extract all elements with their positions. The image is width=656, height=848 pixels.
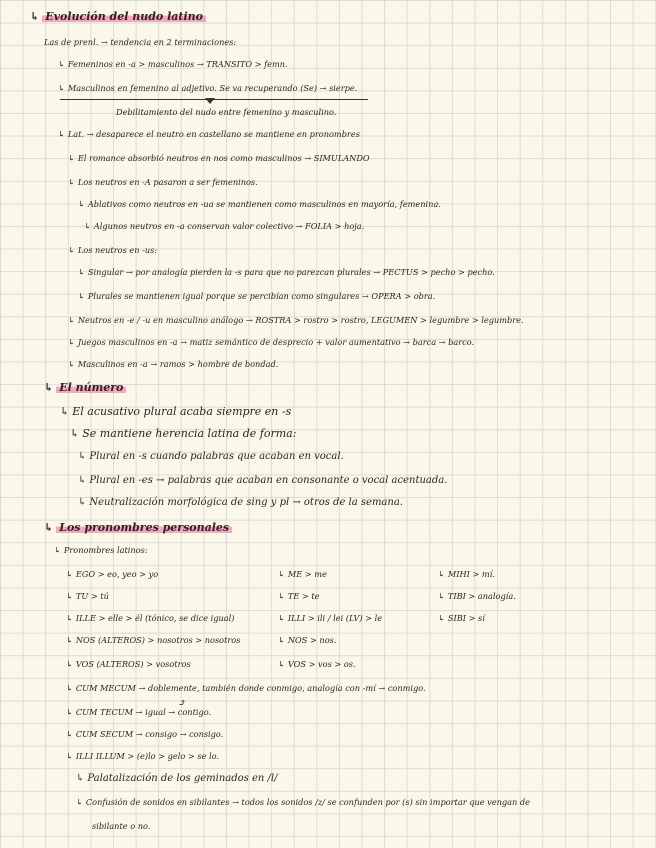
- arrow-icon: ↳: [278, 613, 285, 623]
- arrow-icon: ↳: [58, 83, 65, 93]
- arrow-icon: ↳: [78, 475, 87, 486]
- arrow-icon: ↳: [278, 659, 285, 669]
- pronoun-entry: ↳ VOS (ALTEROS) > vosotros: [66, 659, 191, 669]
- arrow-icon: ↳: [68, 315, 75, 325]
- heading-numero: [44, 382, 126, 393]
- arrow-icon: ↳: [68, 153, 75, 163]
- note-line: ↳ Femeninos en -a > masculinos → TRANSITO > femn.: [58, 59, 288, 69]
- arrow-icon: ↳: [68, 359, 75, 369]
- pronoun-entry: ↳ TE > te: [278, 591, 320, 601]
- arrow-icon: ↳: [78, 267, 85, 277]
- arrow-icon: ↳: [278, 635, 285, 645]
- note-line: ↳ CUM SECUM → consigo → consigo.: [66, 729, 224, 739]
- pronoun-entry: ↳ EGO > eo, yeo > yo: [66, 569, 159, 579]
- arrow-icon: ↳: [66, 613, 73, 623]
- pronoun-entry: ↳ MIHI > mí.: [438, 569, 495, 579]
- arrow-icon: ↳: [66, 569, 73, 579]
- arrow-icon: ↳: [84, 221, 91, 231]
- arrow-icon: ↳: [438, 591, 445, 601]
- arrow-icon: ↳: [70, 427, 80, 440]
- arrow-icon: ↳: [438, 613, 445, 623]
- arrow-icon: ↳: [44, 521, 54, 534]
- highlight: Los pronombres personales: [56, 521, 232, 534]
- pronoun-entry: ↳ TIBI > analogía.: [438, 591, 516, 601]
- note-line: ↳ El romance absorbió neutros en nos como masculinos → SIMULANDO: [68, 153, 370, 163]
- arrow-icon: ↳: [68, 337, 75, 347]
- pronoun-entry: ↳ VOS > vos > os.: [278, 659, 356, 669]
- heading-pronombres: [44, 522, 232, 533]
- brace-tip: [205, 98, 215, 104]
- arrow-icon: ↳: [78, 451, 87, 462]
- pronoun-entry: ↳ ILLE > elle > él (tónico, se dice igual): [66, 613, 235, 623]
- note-line: ↳ Lat. → desaparece el neutro en castellano se mantiene en pronombres: [58, 129, 360, 139]
- pronoun-entry: ↳ TU > tú: [66, 591, 109, 601]
- note-line: ↳ Juegos masculinos en -a → matiz semántico de desprecio + valor aumentativo → barca → barco.: [68, 337, 475, 347]
- curved-arrow-icon: ⤴: [178, 698, 187, 709]
- note-line: ↳ Se mantiene herencia latina de forma:: [70, 427, 297, 440]
- arrow-icon: ↳: [66, 591, 73, 601]
- arrow-icon: ↳: [60, 405, 70, 418]
- note-line: ↳ Algunos neutros en -a conservan valor colectivo → FOLIA > hoja.: [84, 221, 365, 231]
- arrow-icon: ↳: [30, 10, 40, 23]
- arrow-icon: ↳: [68, 177, 75, 187]
- note-line: ↳ Los neutros en -A pasaron a ser femeninos.: [68, 177, 258, 187]
- arrow-icon: ↳: [76, 773, 85, 784]
- arrow-icon: ↳: [278, 569, 285, 579]
- pronoun-entry: ↳ ILLI > ili / lei (LV) > le: [278, 613, 383, 623]
- arrow-icon: ↳: [278, 591, 285, 601]
- note-line: ↳ ILLI ILLUM > (e)lo > gelo > se lo.: [66, 751, 220, 761]
- pronoun-entry: ↳ NOS > nos.: [278, 635, 337, 645]
- note-line: ↳ Neutralización morfológica de sing y pl → otros de la semana.: [78, 497, 403, 508]
- arrow-icon: ↳: [66, 751, 73, 761]
- arrow-icon: ↳: [438, 569, 445, 579]
- note-line: ↳ Neutros en -e / -u en masculino análogo → ROSTRA > rostro > rostro, LEGUMEN > legumbre > legumbre.: [68, 315, 524, 325]
- arrow-icon: ↳: [58, 59, 65, 69]
- arrow-icon: ↳: [58, 129, 65, 139]
- note-line: Debilitamiento del nudo entre femenino y masculino.: [116, 107, 337, 117]
- note-line: Las de prenl. → tendencia en 2 terminaciones:: [44, 37, 237, 47]
- arrow-icon: ↳: [68, 245, 75, 255]
- note-line: ↳ El acusativo plural acaba siempre en -s: [60, 405, 292, 418]
- note-line: ↳ CUM MECUM → doblemente, también donde conmigo, analogía con -mí → conmigo.: [66, 683, 426, 693]
- arrow-icon: ↳: [66, 659, 73, 669]
- note-line: ↳ Los neutros en -us:: [68, 245, 158, 255]
- arrow-icon: ↳: [66, 729, 73, 739]
- highlight: El número: [56, 381, 126, 394]
- note-line: ↳ Confusión de sonidos en sibilantes → todos los sonidos /z/ se confunden por (s) sin importar que vengan de: [76, 797, 531, 807]
- arrow-icon: ↳: [78, 497, 87, 508]
- note-line: ↳ Plural en -s cuando palabras que acaban en vocal.: [78, 451, 344, 462]
- highlight: Evolución del nudo latino: [42, 10, 206, 23]
- arrow-icon: ↳: [66, 635, 73, 645]
- note-line: ↳ Singular → por analogía pierden la -s para que no parezcan plurales → PECTUS > pecho > pecho.: [78, 267, 495, 277]
- arrow-icon: ↳: [44, 381, 54, 394]
- arrow-icon: ↳: [76, 797, 83, 807]
- heading-evolucion: [30, 11, 206, 22]
- note-line: sibilante o no.: [92, 821, 151, 831]
- pronoun-entry: ↳ NOS (ALTEROS) > nosotros > nosotros: [66, 635, 241, 645]
- note-line: ↳ Ablativos como neutros en -ua se mantienen como masculinos en mayoría, femenina.: [78, 199, 441, 209]
- arrow-icon: ↳: [66, 683, 73, 693]
- note-line: ↳ Masculinos en -a → ramos > hombre de bondad.: [68, 359, 279, 369]
- note-line: ↳ Palatalización de los geminados en /l/: [76, 773, 278, 784]
- pronoun-entry: ↳ ME > me: [278, 569, 327, 579]
- arrow-icon: ↳: [78, 199, 85, 209]
- arrow-icon: ↳: [54, 545, 61, 555]
- arrow-icon: ↳: [78, 291, 85, 301]
- note-line: ↳ Plurales se mantienen igual porque se percibían como singulares → OPERA > obra.: [78, 291, 436, 301]
- note-line: ↳ Masculinos en femenino al adjetivo. Se va recuperando (Se) → sierpe.: [58, 83, 358, 93]
- note-line: ↳ Pronombres latinos:: [54, 545, 148, 555]
- arrow-icon: ↳: [66, 707, 73, 717]
- pronoun-entry: ↳ SIBI > sí: [438, 613, 485, 623]
- note-line: ↳ CUM TECUM → igual → contigo.: [66, 707, 212, 717]
- note-line: ↳ Plural en -es → palabras que acaban en consonante o vocal acentuada.: [78, 475, 448, 486]
